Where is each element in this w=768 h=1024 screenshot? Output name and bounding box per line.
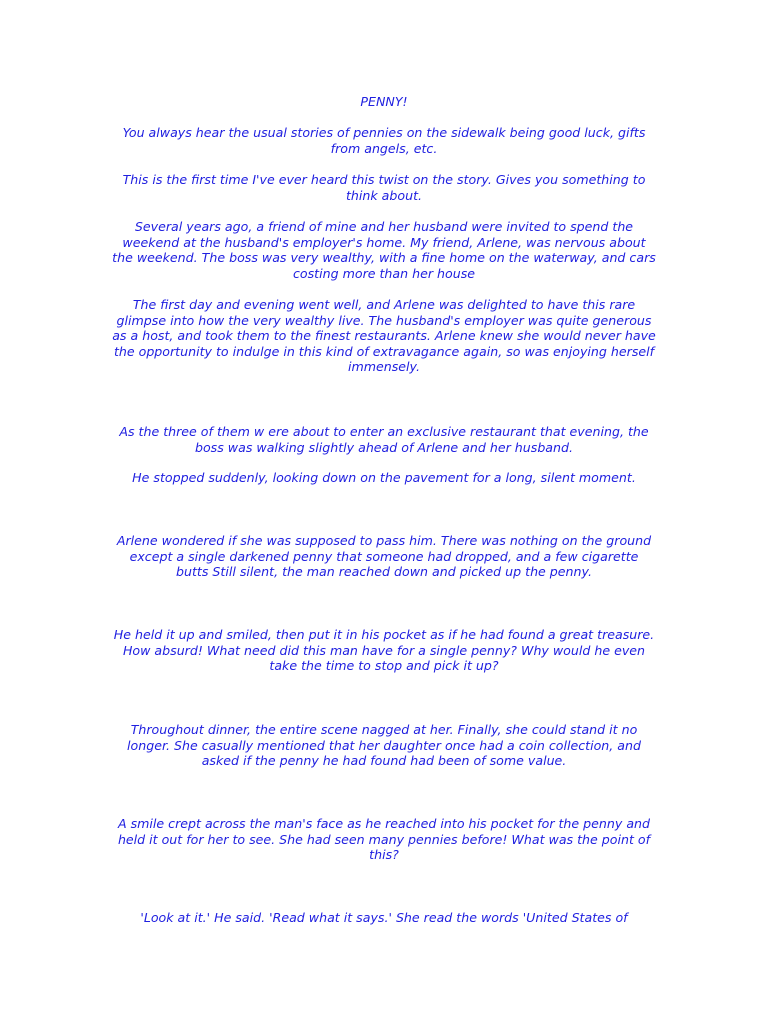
document-title: PENNY! xyxy=(360,94,408,109)
paragraph-1: You always hear the usual stories of pennies on the sidewalk being good luck, gifts from angels, etc. xyxy=(122,125,646,156)
paragraph-2: This is the first time I've ever heard this twist on the story. Gives you something to think about. xyxy=(122,172,646,203)
paragraph-5: As the three of them w ere about to enter an exclusive restaurant that evening, the boss was walking slightly ahead of Arlene and her husband. xyxy=(119,424,649,455)
paragraph-9: Throughout dinner, the entire scene nagged at her. Finally, she could stand it no longer. She casually mentioned that her daughter once had a coin collection, and asked if the penny he had found had been of some value. xyxy=(127,722,641,769)
paragraph-7: Arlene wondered if she was supposed to pass him. There was nothing on the ground except a single darkened penny that someone had dropped, and a few cigarette butts Still silent, the man reached down and picked up the penny. xyxy=(116,533,652,580)
paragraph-11: 'Look at it.' He said. 'Read what it says.' She read the words 'United States of xyxy=(140,910,628,925)
document-page xyxy=(112,0,656,1024)
paragraph-6: He stopped suddenly, looking down on the pavement for a long, silent moment. xyxy=(132,470,636,485)
paragraph-8: He held it up and smiled, then put it in his pocket as if he had found a great treasure. How absurd! What need did this man have for a single penny? Why would he even take the time to stop and pick it up? xyxy=(113,627,655,674)
paragraph-10: A smile crept across the man's face as he reached into his pocket for the penny and held it out for her to see. She had seen many pennies before! What was the point of this? xyxy=(117,816,651,863)
paragraph-3: Several years ago, a friend of mine and her husband were invited to spend the weekend at the husband's employer's home. My friend, Arlene, was nervous about the weekend. The boss was very wealthy, with a fine home on the waterway, and cars costing more than her house xyxy=(112,219,656,281)
paragraph-4: The first day and evening went well, and Arlene was delighted to have this rare glimpse into how the very wealthy live. The husband's employer was quite generous as a host, and took them to the finest restaurants. Arlene knew she would never have the opportunity to indulge in this kind of extravagance again, so was enjoying herself immensely. xyxy=(112,297,656,375)
